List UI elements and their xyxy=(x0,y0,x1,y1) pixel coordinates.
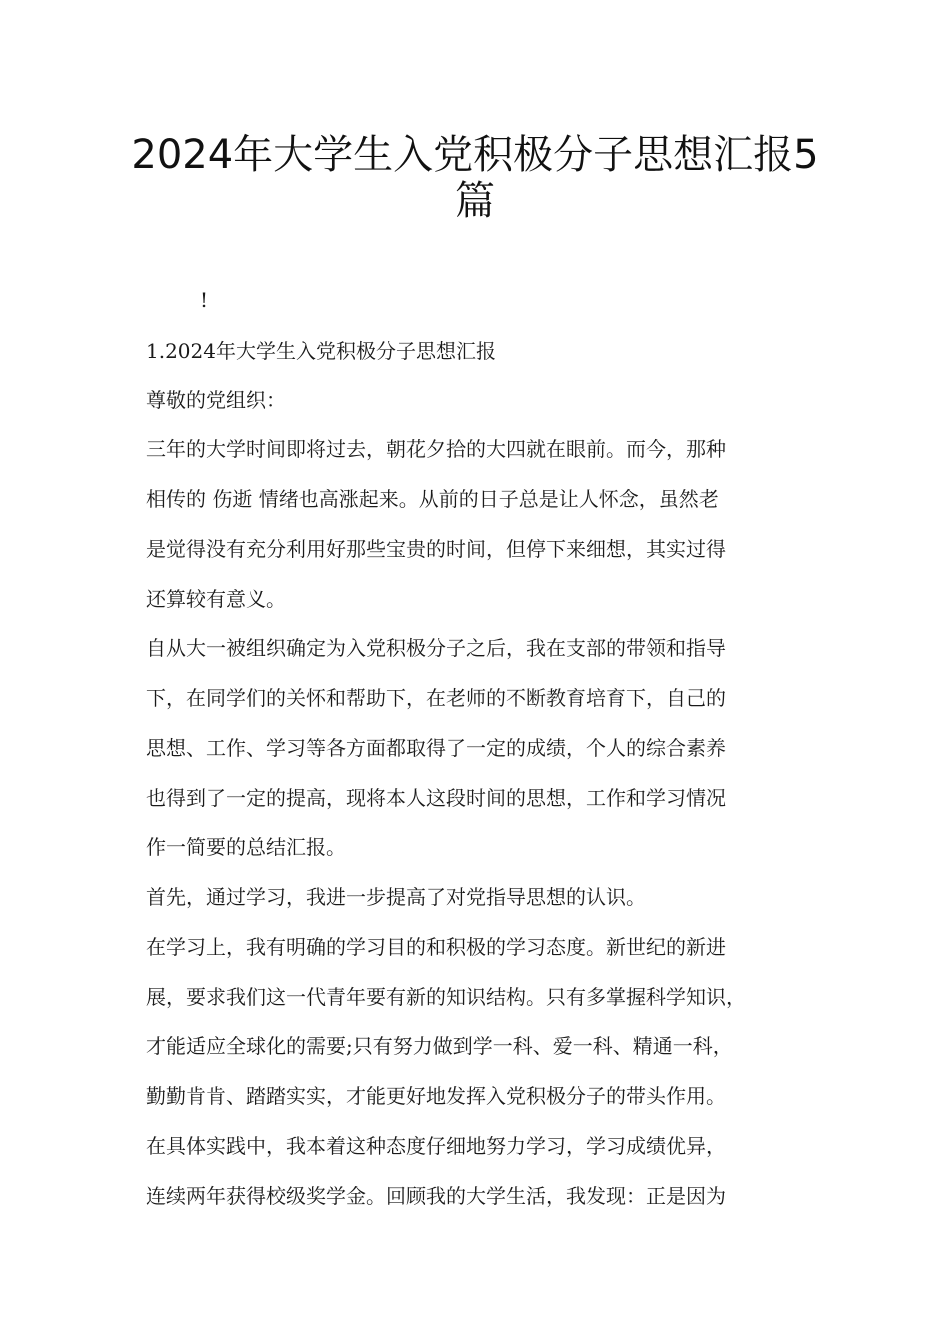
document-title-line-1: 2024年大学生入党积极分子思想汇报5 xyxy=(131,132,819,178)
body-line: 自从大一被组织确定为入党积极分子之后，我在支部的带领和指导 xyxy=(146,636,726,660)
salutation: 尊敬的党组织： xyxy=(146,388,286,412)
body-line: 也得到了一定的提高，现将本人这段时间的思想，工作和学习情况 xyxy=(146,786,726,810)
section-heading: 1.2024年大学生入党积极分子思想汇报 xyxy=(146,339,496,363)
exclamation-mark: ! xyxy=(200,288,209,312)
body-line: 连续两年获得校级奖学金。回顾我的大学生活，我发现：正是因为 xyxy=(146,1184,726,1208)
body-line: 才能适应全球化的需要;只有努力做到学一科、爱一科、精通一科， xyxy=(146,1034,733,1058)
body-line: 首先，通过学习，我进一步提高了对党指导思想的认识。 xyxy=(146,885,646,909)
body-line: 在具体实践中，我本着这种态度仔细地努力学习，学习成绩优异， xyxy=(146,1134,726,1158)
body-line: 展，要求我们这一代青年要有新的知识结构。只有多掌握科学知识， xyxy=(146,985,746,1009)
body-line: 在学习上，我有明确的学习目的和积极的学习态度。新世纪的新进 xyxy=(146,935,726,959)
document-title-line-2: 篇 xyxy=(455,178,495,224)
body-line: 三年的大学时间即将过去，朝花夕拾的大四就在眼前。而今，那种 xyxy=(146,437,726,461)
body-line: 还算较有意义。 xyxy=(146,587,286,611)
body-line: 勤勤肯肯、踏踏实实，才能更好地发挥入党积极分子的带头作用。 xyxy=(146,1084,726,1108)
body-line: 下，在同学们的关怀和帮助下，在老师的不断教育培育下，自己的 xyxy=(146,686,726,710)
body-line: 作一简要的总结汇报。 xyxy=(146,835,346,859)
body-line: 相传的 伤逝 情绪也高涨起来。从前的日子总是让人怀念，虽然老 xyxy=(146,487,719,511)
body-line: 是觉得没有充分利用好那些宝贵的时间，但停下来细想，其实过得 xyxy=(146,537,726,561)
body-line: 思想、工作、学习等各方面都取得了一定的成绩，个人的综合素养 xyxy=(146,736,726,760)
